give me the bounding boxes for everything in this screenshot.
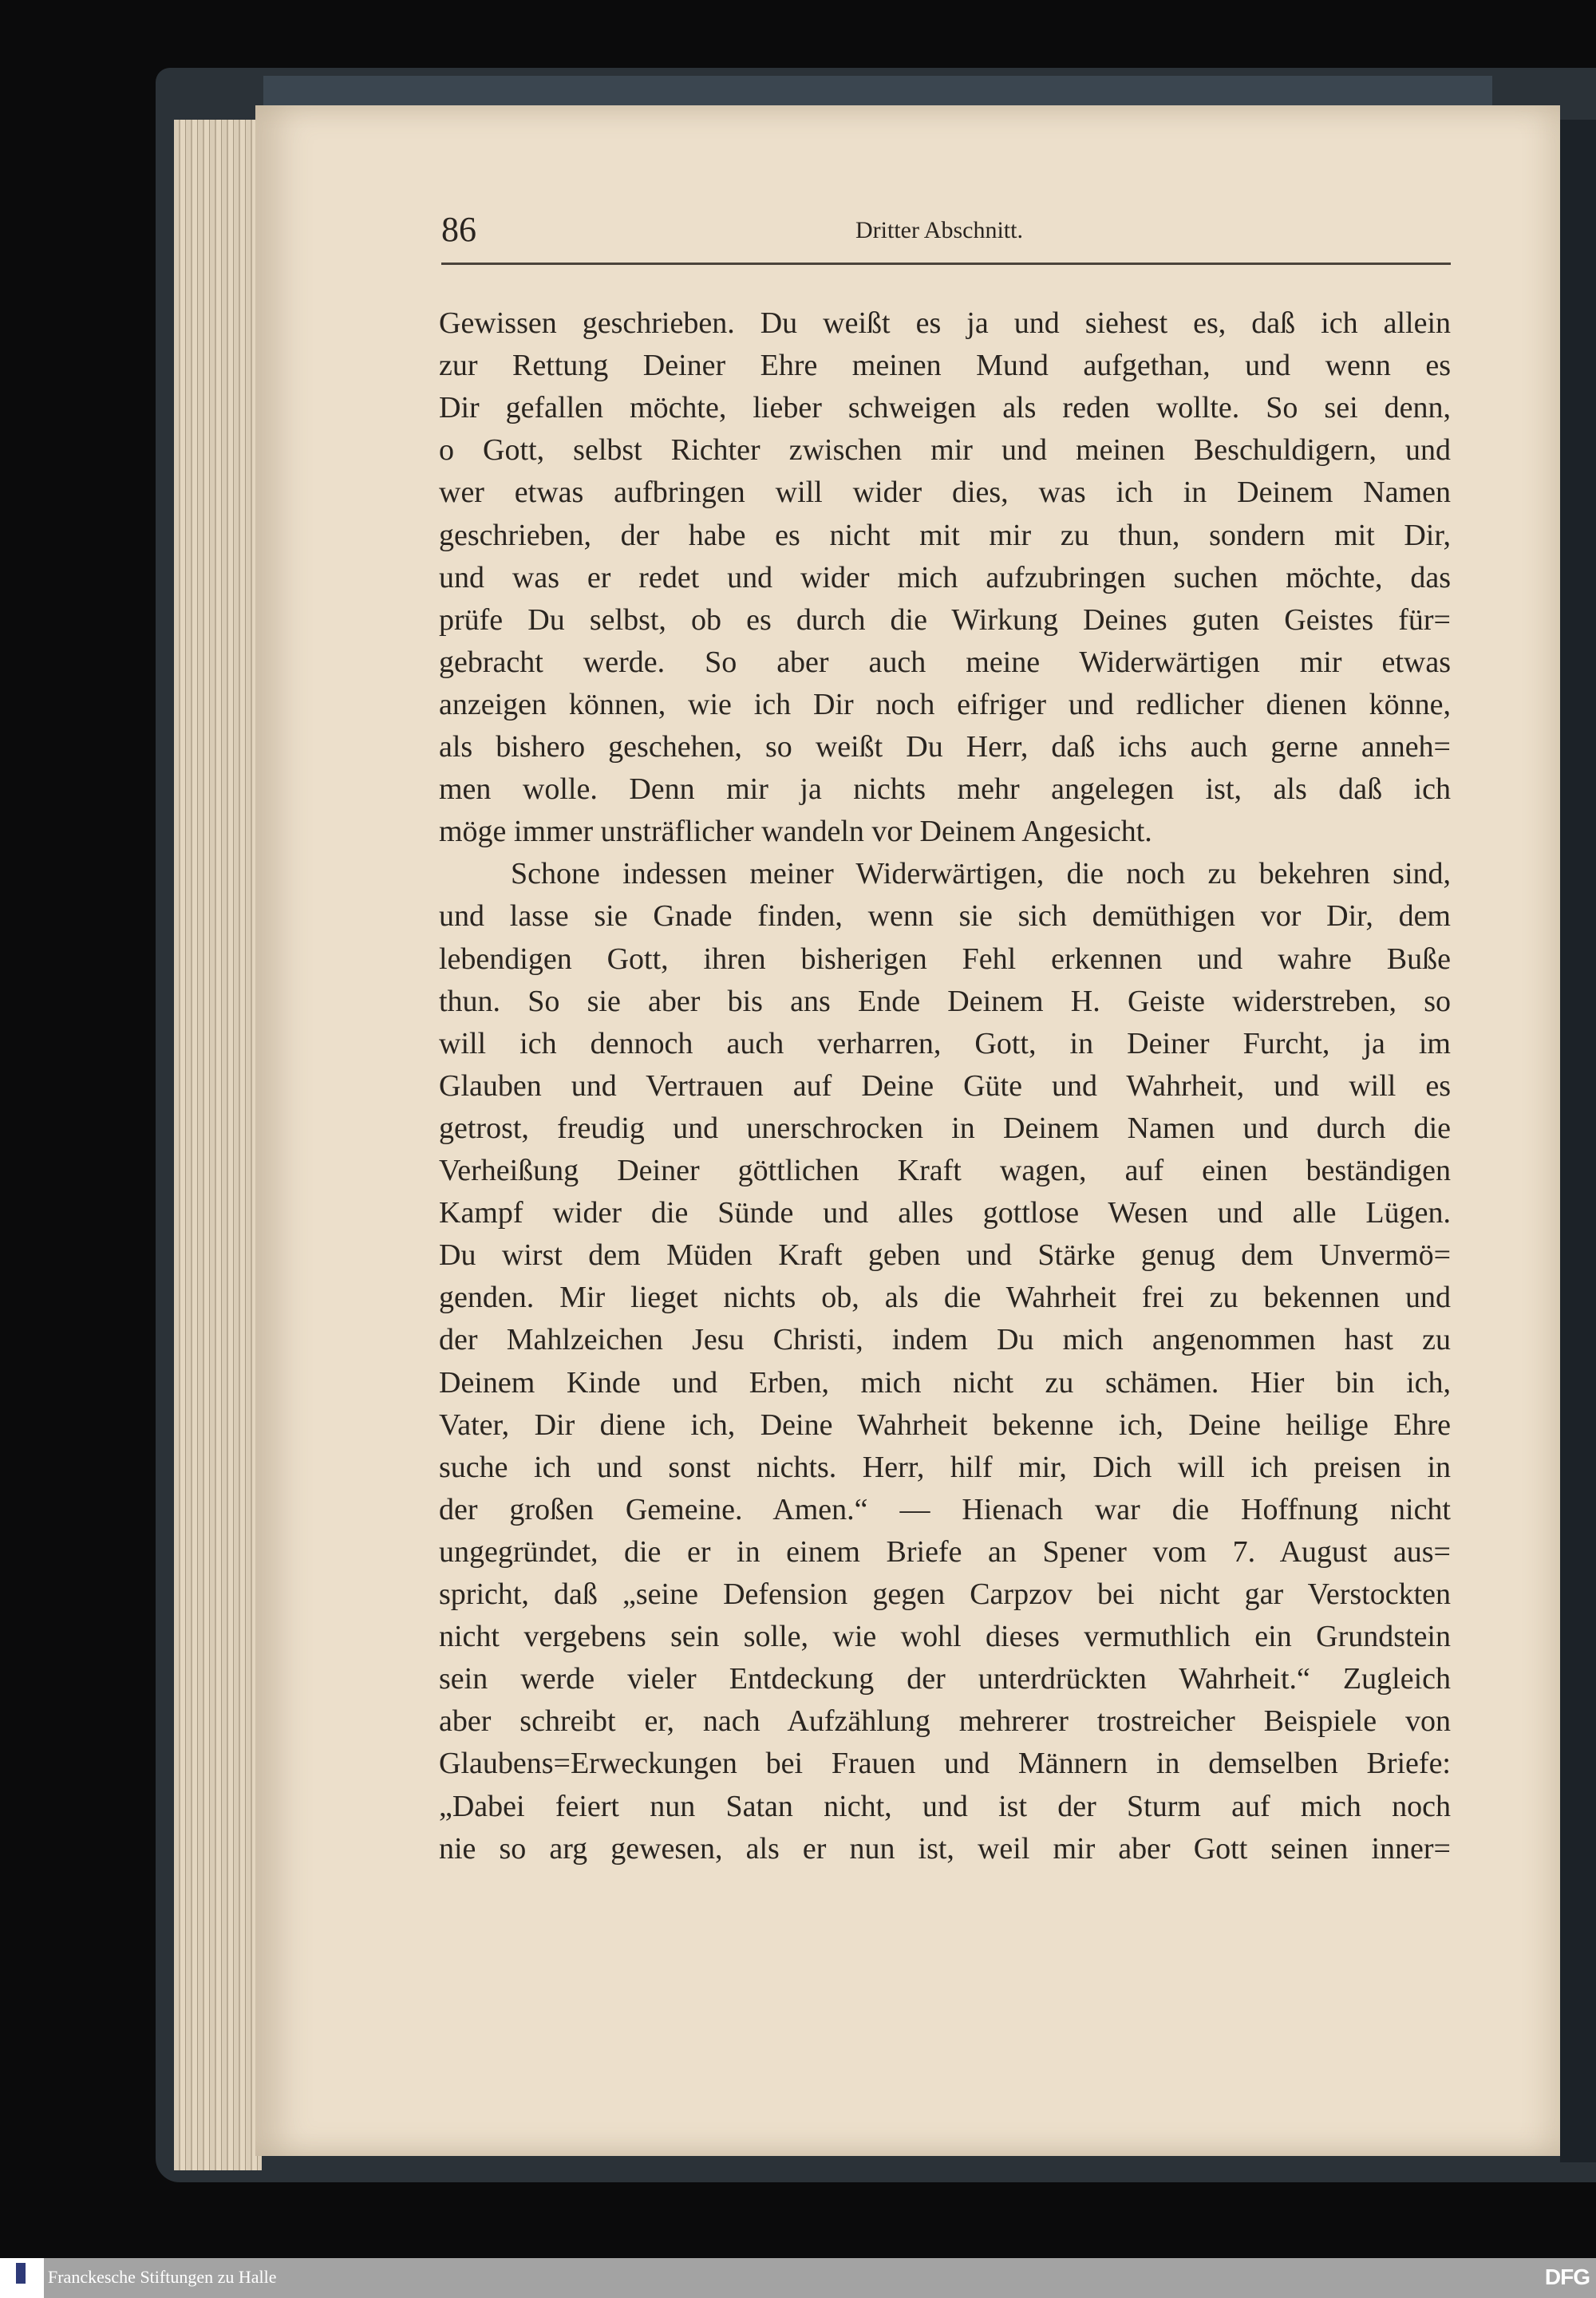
text-line: anzeigen können, wie ich Dir noch eifriger und redlicher dienen könne, bbox=[439, 687, 1451, 721]
text-line: und lasse sie Gnade finden, wenn sie sich demüthigen vor Dir, dem bbox=[439, 899, 1451, 934]
text-line: will ich dennoch auch verharren, Gott, in Deiner Furcht, ja im bbox=[439, 1026, 1451, 1060]
text-line: suche ich und sonst nichts. Herr, hilf mir, Dich will ich preisen in bbox=[439, 1450, 1451, 1484]
text-line: nie so arg gewesen, als er nun ist, weil mir aber Gott seinen inner= bbox=[439, 1831, 1451, 1866]
header-rule bbox=[441, 263, 1451, 265]
text-line: gebracht werde. So aber auch meine Widerwärtigen mir etwas bbox=[439, 645, 1451, 679]
text-line: Du wirst dem Müden Kraft geben und Stärke genug dem Unvermö= bbox=[439, 1238, 1451, 1273]
institution-name: Franckesche Stiftungen zu Halle bbox=[48, 2267, 277, 2287]
text-line: Dir gefallen möchte, lieber schweigen als reden wollte. So sei denn, bbox=[439, 391, 1451, 425]
text-line: lebendigen Gott, ihren bisherigen Fehl erkennen und wahre Buße bbox=[439, 942, 1451, 976]
dfg-logo: DFG bbox=[1544, 2264, 1590, 2289]
text-line: „Dabei feiert nun Satan nicht, und ist der Sturm auf mich noch bbox=[439, 1789, 1451, 1823]
text-line: aber schreibt er, nach Aufzählung mehrerer trostreicher Beispiele von bbox=[439, 1704, 1451, 1739]
cover-top-edge bbox=[263, 76, 1492, 108]
text-line: Glaubens=Erweckungen bei Frauen und Männern in demselben Briefe: bbox=[439, 1747, 1451, 1781]
text-line: genden. Mir lieget nichts ob, als die Wahrheit frei zu bekennen und bbox=[439, 1281, 1451, 1315]
text-line: ungegründet, die er in einem Briefe an Spener vom 7. August aus= bbox=[439, 1534, 1451, 1569]
text-line: Vater, Dir diene ich, Deine Wahrheit bekenne ich, Deine heilige Ehre bbox=[439, 1408, 1451, 1442]
text-line: getrost, freudig und unerschrocken in Deinem Namen und durch die bbox=[439, 1111, 1451, 1145]
text-line: möge immer unsträflicher wandeln vor Deinem Angesicht. bbox=[439, 815, 1152, 849]
text-line: nicht vergebens sein solle, wie wohl dieses vermuthlich ein Grundstein bbox=[439, 1620, 1451, 1654]
text-line: Kampf wider die Sünde und alles gottlose Wesen und alle Lügen. bbox=[439, 1196, 1451, 1230]
text-line: der Mahlzeichen Jesu Christi, indem Du mich angenommen hast zu bbox=[439, 1323, 1451, 1357]
logo-figure-icon bbox=[16, 2263, 26, 2284]
institution-logo bbox=[0, 2258, 44, 2298]
text-line: und was er redet und wider mich aufzubringen suchen möchte, das bbox=[439, 560, 1451, 594]
text-line: als bishero geschehen, so weißt Du Herr, daß ichs auch gerne anneh= bbox=[439, 730, 1451, 764]
text-line: sein werde vieler Entdeckung der unterdrückten Wahrheit.“ Zugleich bbox=[439, 1662, 1451, 1696]
text-line: Deinem Kinde und Erben, mich nicht zu schämen. Hier bin ich, bbox=[439, 1365, 1451, 1400]
text-line: spricht, daß „seine Defension gegen Carpzov bei nicht gar Verstockten bbox=[439, 1577, 1451, 1611]
text-line: Glauben und Vertrauen auf Deine Güte und Wahrheit, und will es bbox=[439, 1068, 1451, 1103]
text-line: der großen Gemeine. Amen.“ — Hienach war die Hoffnung nicht bbox=[439, 1492, 1451, 1526]
text-line: o Gott, selbst Richter zwischen mir und meinen Beschuldigern, und bbox=[439, 433, 1451, 468]
page-number: 86 bbox=[441, 210, 476, 249]
page-edges bbox=[174, 120, 262, 2170]
text-line: prüfe Du selbst, ob es durch die Wirkung Deines guten Geistes für= bbox=[439, 602, 1451, 637]
text-line: men wolle. Denn mir ja nichts mehr angelegen ist, als daß ich bbox=[439, 772, 1451, 807]
text-line: Gewissen geschrieben. Du weißt es ja und siehest es, daß ich allein bbox=[439, 306, 1451, 340]
text-line: Schone indessen meiner Widerwärtigen, die noch zu bekehren sind, bbox=[511, 857, 1451, 891]
text-line: geschrieben, der habe es nicht mit mir zu thun, sondern mit Dir, bbox=[439, 518, 1451, 552]
text-line: wer etwas aufbringen will wider dies, was ich in Deinem Namen bbox=[439, 476, 1451, 510]
running-head: Dritter Abschnitt. bbox=[855, 217, 1023, 243]
text-line: Verheißung Deiner göttlichen Kraft wagen, auf einen beständigen bbox=[439, 1154, 1451, 1187]
text-line: zur Rettung Deiner Ehre meinen Mund aufgethan, und wenn es bbox=[439, 349, 1451, 383]
cover-right-edge bbox=[1560, 120, 1596, 2162]
text-line: thun. So sie aber bis ans Ende Deinem H. Geiste widerstreben, so bbox=[439, 984, 1451, 1018]
footer-bar bbox=[0, 2258, 1596, 2298]
